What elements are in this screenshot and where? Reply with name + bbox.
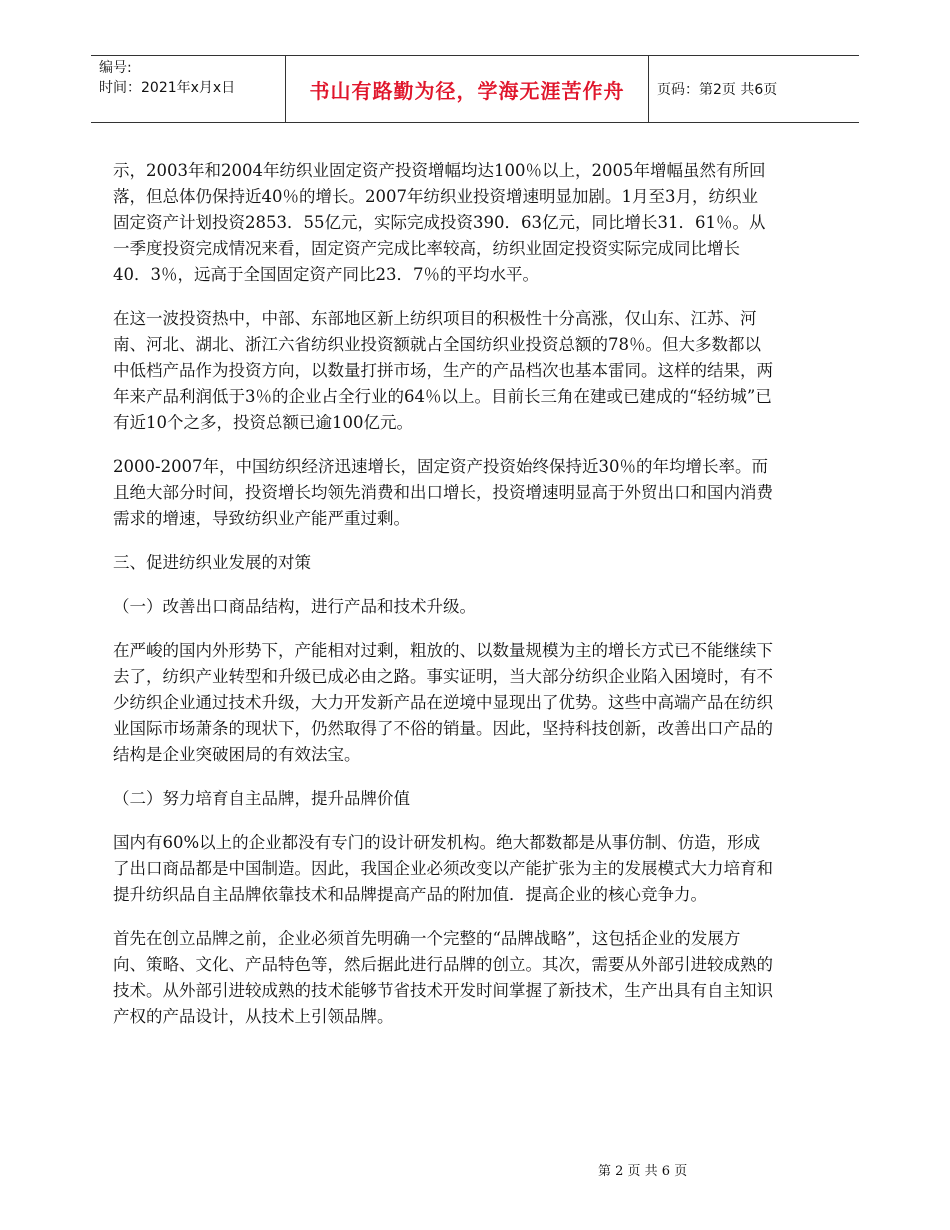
document-body [113, 158, 773, 1048]
header-motto: 书山有路勤为径，学海无涯苦作舟 [285, 56, 649, 122]
page-header [91, 55, 859, 123]
subheading-brand: （二）努力培育自主品牌，提升品牌价值 [113, 789, 410, 808]
document-time-label: 时间：2021年x月x日 [99, 80, 236, 96]
document-code-label: 编号: [99, 60, 132, 76]
paragraph-investment-growth: 示，2003年和2004年纺织业固定资产投资增幅均达100％以上，2005年增幅虽然有所回落，但总体仍保持近40％的增长。2007年纺织业投资增速明显加剧。1月至3月，纺织业固定资产计划投资2853．55亿元，实际完成投资390．63亿元，同比增长31．61％。从一季度投资完成情况来看，固定资产完成比率较高，纺织业固定投资实际完成同比增长40．3％，远高于全国固定资产同比23．7％的平均水平。 [113, 161, 766, 284]
paragraph-overcapacity: 2000-2007年，中国纺织经济迅速增长，固定资产投资始终保持近30％的年均增长率。而且绝大部分时间，投资增长均领先消费和出口增长，投资增速明显高于外贸出口和国内消费需求的增速，导致纺织业产能严重过剩。 [113, 457, 773, 528]
page-number-footer: 第 2 页 共 6 页 [598, 1164, 688, 1179]
paragraph-brand-strategy: 首先在创立品牌之前，企业必须首先明确一个完整的“品牌战略”，这包括企业的发展方向、策略、文化、产品特色等，然后据此进行品牌的创立。其次，需要从外部引进较成熟的技术。从外部引进较成熟的技术能够节省技术开发时间掌握了新技术，生产出具有自主知识产权的产品设计，从技术上引领品牌。 [113, 929, 773, 1026]
header-meta [99, 58, 235, 98]
paragraph-upgrade: 在严峻的国内外形势下，产能相对过剩，粗放的、以数量规模为主的增长方式已不能继续下去了，纺织产业转型和升级已成必由之路。事实证明，当大部分纺织企业陷入困境时，有不少纺织企业通过技术升级，大力开发新产品在逆境中显现出了优势。这些中高端产品在纺织业国际市场萧条的现状下，仍然取得了不俗的销量。因此，坚持科技创新，改善出口产品的结构是企业突破困局的有效法宝。 [113, 641, 773, 764]
paragraph-investment-regions: 在这一波投资热中，中部、东部地区新上纺织项目的积极性十分高涨，仅山东、江苏、河南、河北、湖北、浙江六省纺织业投资额就占全国纺织业投资总额的78％。但大多数都以中低档产品作为投资方向，以数量打拼市场，生产的产品档次也基本雷同。这样的结果，两年来产品利润低于3％的企业占全行业的64％以上。目前长三角在建或已建成的“轻纺城”已有近10个之多，投资总额已逾100亿元。 [113, 309, 773, 432]
header-page-info: 页码：第2页 共6页 [657, 82, 778, 98]
subheading-export-structure: （一）改善出口商品结构，进行产品和技术升级。 [113, 597, 476, 616]
section-heading-countermeasures: 三、促进纺织业发展的对策 [113, 553, 311, 572]
paragraph-brand-development: 国内有60%以上的企业都没有专门的设计研发机构。绝大都数都是从事仿制、仿造，形成了出口商品都是中国制造。因此，我国企业必须改变以产能扩张为主的发展模式大力培育和提升纺织品自主品牌依靠技术和品牌提高产品的附加值．提高企业的核心竞争力。 [113, 833, 773, 904]
